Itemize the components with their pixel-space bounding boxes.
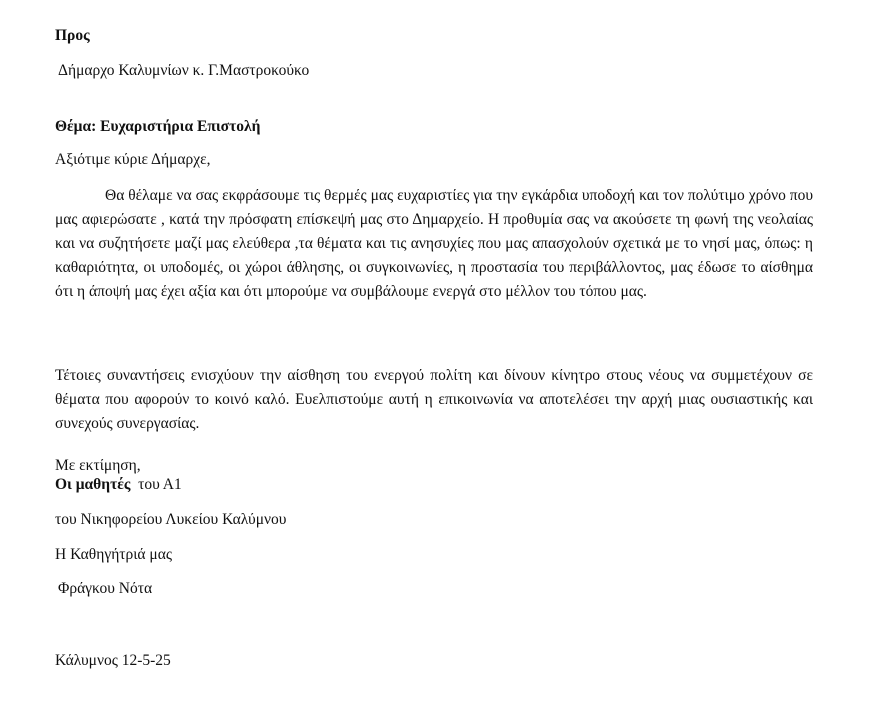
signature-class: του Α1 [130, 476, 182, 493]
to-label: Προς [55, 27, 90, 44]
body-paragraph-2: Τέτοιες συναντήσεις ενισχύουν την αίσθηση του ενεργού πολίτη και δίνουν κίνητρο στους νέους να συμμετέχουν σε θέματα που αφορούν το κοινό καλό. Ευελπιστούμε αυτή η επικοινωνία να αποτελέσει την αρχή μιας ουσιαστικής και συνεχούς συνεργασίας. [55, 367, 813, 432]
letter-date: Κάλυμνος 12-5-25 [55, 652, 171, 669]
salutation: Αξιότιμε κύριε Δήμαρχε, [55, 151, 211, 168]
school-name: του Νικηφορείου Λυκείου Καλύμνου [55, 511, 287, 528]
signature-line [55, 476, 182, 494]
body-paragraph-1: Θα θέλαμε να σας εκφράσουμε τις θερμές μας ευχαριστίες για την εγκάρδια υποδοχή και τον πολύτιμο χρόνο που μας αφιερώσατε , κατά την πρόσφατη επίσκεψή μας στο Δημαρχείο. Η προθυμία σας να ακούσετε τη φωνή της νεολαίας και να συζητήσετε μαζί μας ελεύθερα ,τα θέματα και τις ανησυχίες που μας απασχολούν σχετικά με το νησί μας, όπως: η καθαριότητα, οι υποδομές, οι χώροι άθλησης, οι συγκοινωνίες, η προστασία του περιβάλλοντος, μας έδωσε το αίσθημα ότι η άποψή μας έχει αξία και ότι μπορούμε να συμβάλουμε ενεργά στο μέλλον του τόπου μας. [55, 187, 813, 300]
teacher-label: Η Καθηγήτριά μας [55, 546, 172, 563]
teacher-name: Φράγκου Νότα [58, 580, 153, 597]
subject: Θέμα: Ευχαριστήρια Επιστολή [55, 118, 261, 135]
closing: Με εκτίμηση, [55, 457, 141, 474]
signature-students: Οι μαθητές [55, 476, 131, 493]
recipient: Δήμαρχο Καλυμνίων κ. Γ.Μαστροκούκο [58, 62, 310, 79]
